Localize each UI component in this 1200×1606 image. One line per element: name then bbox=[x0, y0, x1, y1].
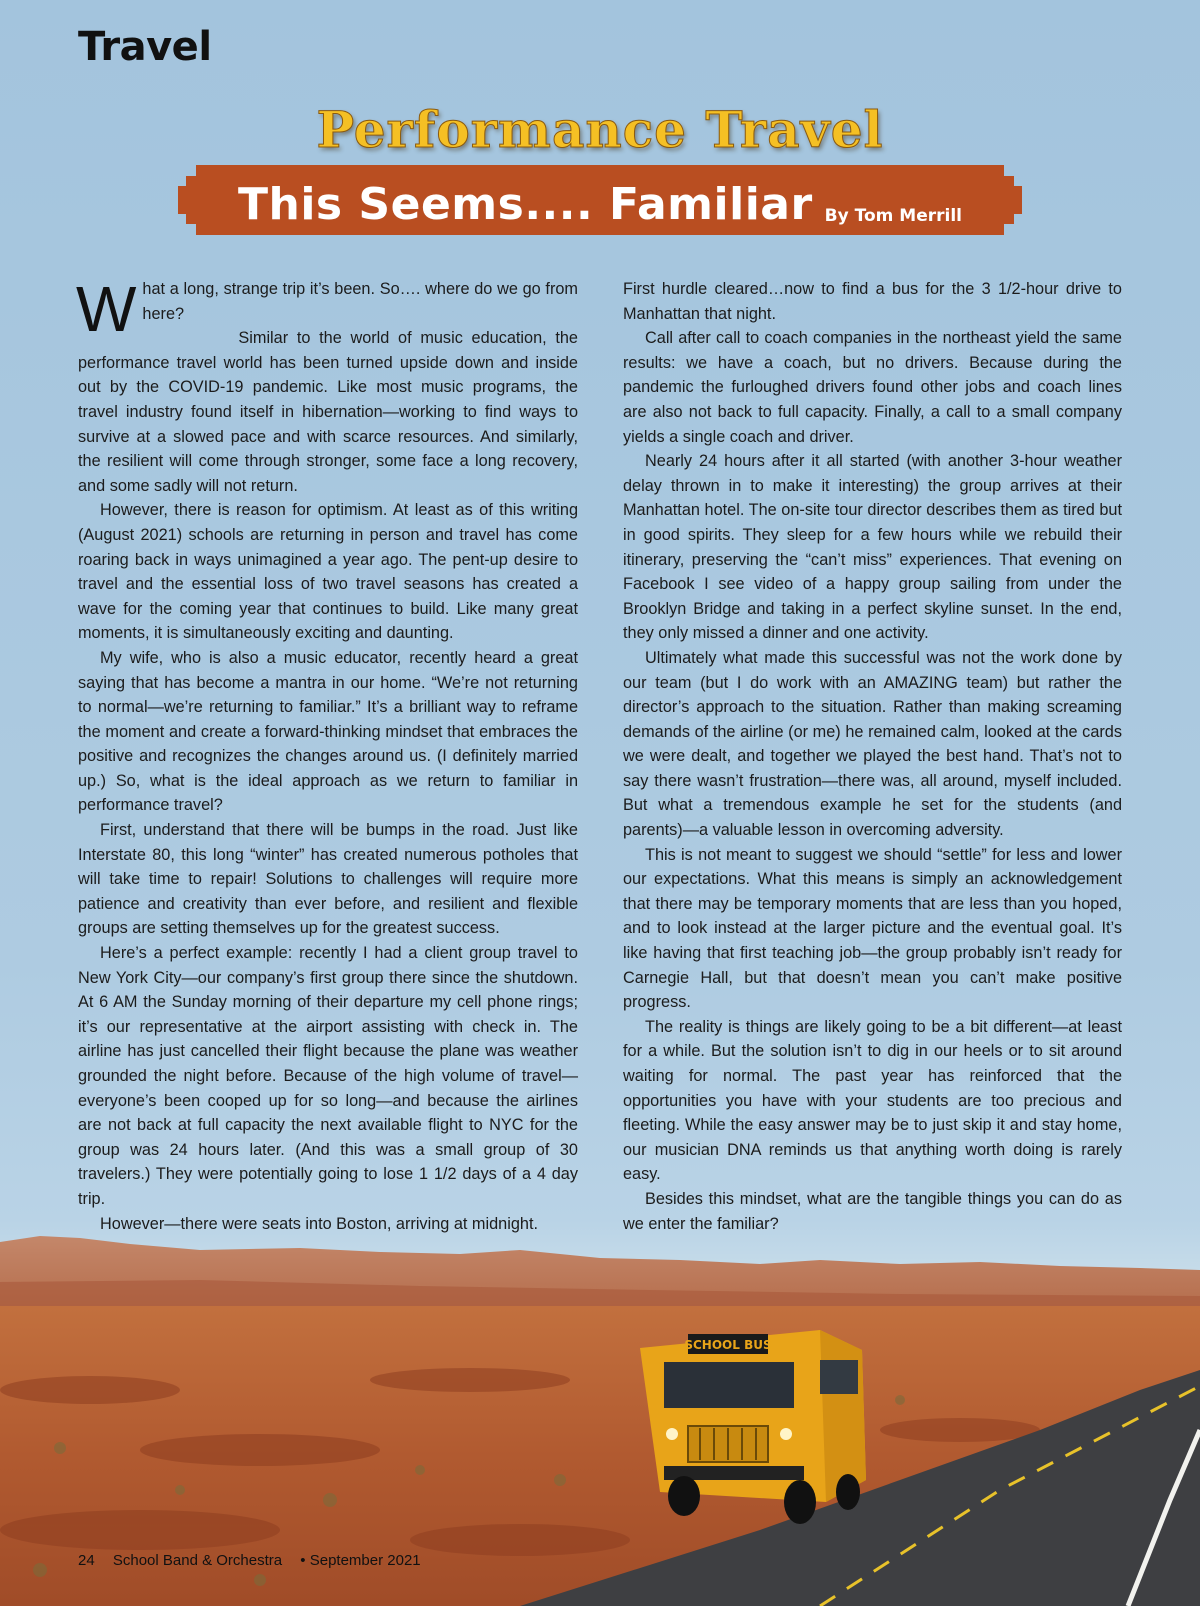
paragraph bbox=[76, 273, 578, 345]
section-label: Travel bbox=[78, 24, 212, 70]
drop-cap: W bbox=[76, 273, 137, 345]
article-column-right bbox=[623, 277, 1122, 1236]
paragraph: Besides this mindset, what are the tangible things you can do as we enter the familiar? bbox=[623, 1189, 1122, 1233]
paragraph: Similar to the world of music education, the performance travel world has been turned upside down and inside out by the COVID-19 pandemic. Like most music programs, the travel industry found itself in hibernation—working to find ways to survive at a slowed pace and with scarce resources. And similarly, the resilient will come through stronger, some face a long recovery, and some sadly will not return. bbox=[78, 329, 578, 495]
school-bus bbox=[640, 1330, 866, 1524]
banner-step-right-outer bbox=[1014, 186, 1022, 214]
paragraph: However—there were seats into Boston, arriving at midnight. bbox=[100, 1214, 538, 1233]
issue-date: • September 2021 bbox=[300, 1552, 421, 1569]
paragraph: Nearly 24 hours after it all started (with another 3-hour weather delay thrown in to make it interesting) the group arrives at their Manhattan hotel. The on-site tour director describes them as tired but in good spirits. They sleep for a few hours while we rebuild their itinerary, preserving the “can’t miss” experiences. That evening on Facebook I see video of a happy group sailing from under the Brooklyn Bridge and taking in a perfect skyline sunset. In the end, they only missed a dinner and one activity. bbox=[623, 452, 1122, 643]
banner-title-row bbox=[196, 165, 1004, 235]
banner-step-left-outer bbox=[178, 186, 186, 214]
page-footer bbox=[78, 1552, 435, 1569]
paragraph: However, there is reason for optimism. At least as of this writing (August 2021) schools are returning in person and travel has come roaring back in ways unimagined a year ago. The pent-up desire to travel and the essential loss of two travel seasons has created a wave for the coming year that continues to build. Like many great moments, it is simultaneously exciting and daunting. bbox=[78, 501, 578, 643]
paragraph-text: hat a long, strange trip it’s been. So…. where do we go from here? bbox=[142, 280, 578, 323]
headline-banner bbox=[196, 165, 1004, 235]
paragraph: First hurdle cleared…now to find a bus for the 3 1/2-hour drive to Manhattan that night. bbox=[623, 280, 1122, 323]
desert-road-school-bus-photo bbox=[0, 1230, 1200, 1606]
publication-name: School Band & Orchestra bbox=[112, 1552, 283, 1569]
paragraph: The reality is things are likely going to be a bit different—at least for a while. But the solution isn’t to dig in our heels or to sit around waiting for normal. The past year has reinforced that the opportunities you have with your students are too precious and fleeting. While the easy answer may be to just skip it and stay home, our musician DNA reminds us that anything worth doing is rarely easy. bbox=[623, 1017, 1122, 1184]
bus-sign: SCHOOL BUS bbox=[684, 1338, 772, 1352]
paragraph: Here’s a perfect example: recently I had a client group travel to New York City—our company’s first group there since the shutdown. At 6 AM the Sunday morning of their departure my cell phone rings; it’s our representative at the airport assisting with check in. The airline has just cancelled their flight because the plane was weather grounded the night before. Because of the high volume of travel—everyone’s been cooped up for so long—and because the airlines are not back at full capacity the next available flight to NYC for the group was 24 hours later. (And this was a small group of 30 travelers.) They were potentially going to lose 1 1/2 days of a 4 day trip. bbox=[78, 944, 578, 1208]
paragraph: Ultimately what made this successful was not the work done by our team (but I do work with an AMAZING team) but rather the director’s approach to the situation. Rather than making screaming demands of the airline (or me) he remained calm, looked at the cards we were dealt, and together we played the best hand. That’s not to say there wasn’t frustration—there was, all around, myself included. But what a tremendous example he set for the students (and parents)—a valuable lesson in overcoming adversity. bbox=[623, 648, 1122, 840]
page-number: 24 bbox=[78, 1552, 95, 1569]
kicker-title: Performance Travel bbox=[316, 100, 884, 159]
paragraph: This is not meant to suggest we should “settle” for less and lower our expectations. What this means is simply an acknowledgement that there may be temporary moments that are less than you hoped, and to look instead at the larger picture and the eventual goal. It’s like having that first teaching job—the group probably isn’t ready for Carnegie Hall, but that doesn’t mean you can’t make positive progress. bbox=[623, 845, 1122, 1012]
byline: By Tom Merrill bbox=[824, 206, 962, 226]
banner-step-right-inner bbox=[1004, 176, 1014, 224]
banner-step-left-inner bbox=[186, 176, 196, 224]
paragraph: Call after call to coach companies in the northeast yield the same results: we have a coach, but no drivers. Because during the pandemic the furloughed drivers found other jobs and coach lines are also not back to full capacity. Finally, a call to a small company yields a single coach and driver. bbox=[623, 329, 1122, 446]
paragraph: First, understand that there will be bumps in the road. Just like Interstate 80, this long “winter” has created numerous potholes that will take time to repair! Solutions to challenges will require more patience and creativity than ever before, and resilient and flexible groups are setting themselves up for the greatest success. bbox=[78, 821, 578, 938]
paragraph: My wife, who is also a music educator, recently heard a great saying that has become a mantra in our home. “We’re not returning to normal—we’re returning to familiar.” It’s a brilliant way to reframe the moment and create a forward-thinking mindset that embraces the positive and recognizes the changes around us. (I definitely married up.) So, what is the ideal approach as we return to familiar in performance travel? bbox=[78, 648, 578, 815]
article-column-left bbox=[76, 273, 578, 1236]
headline: This Seems.... Familiar bbox=[238, 179, 813, 230]
